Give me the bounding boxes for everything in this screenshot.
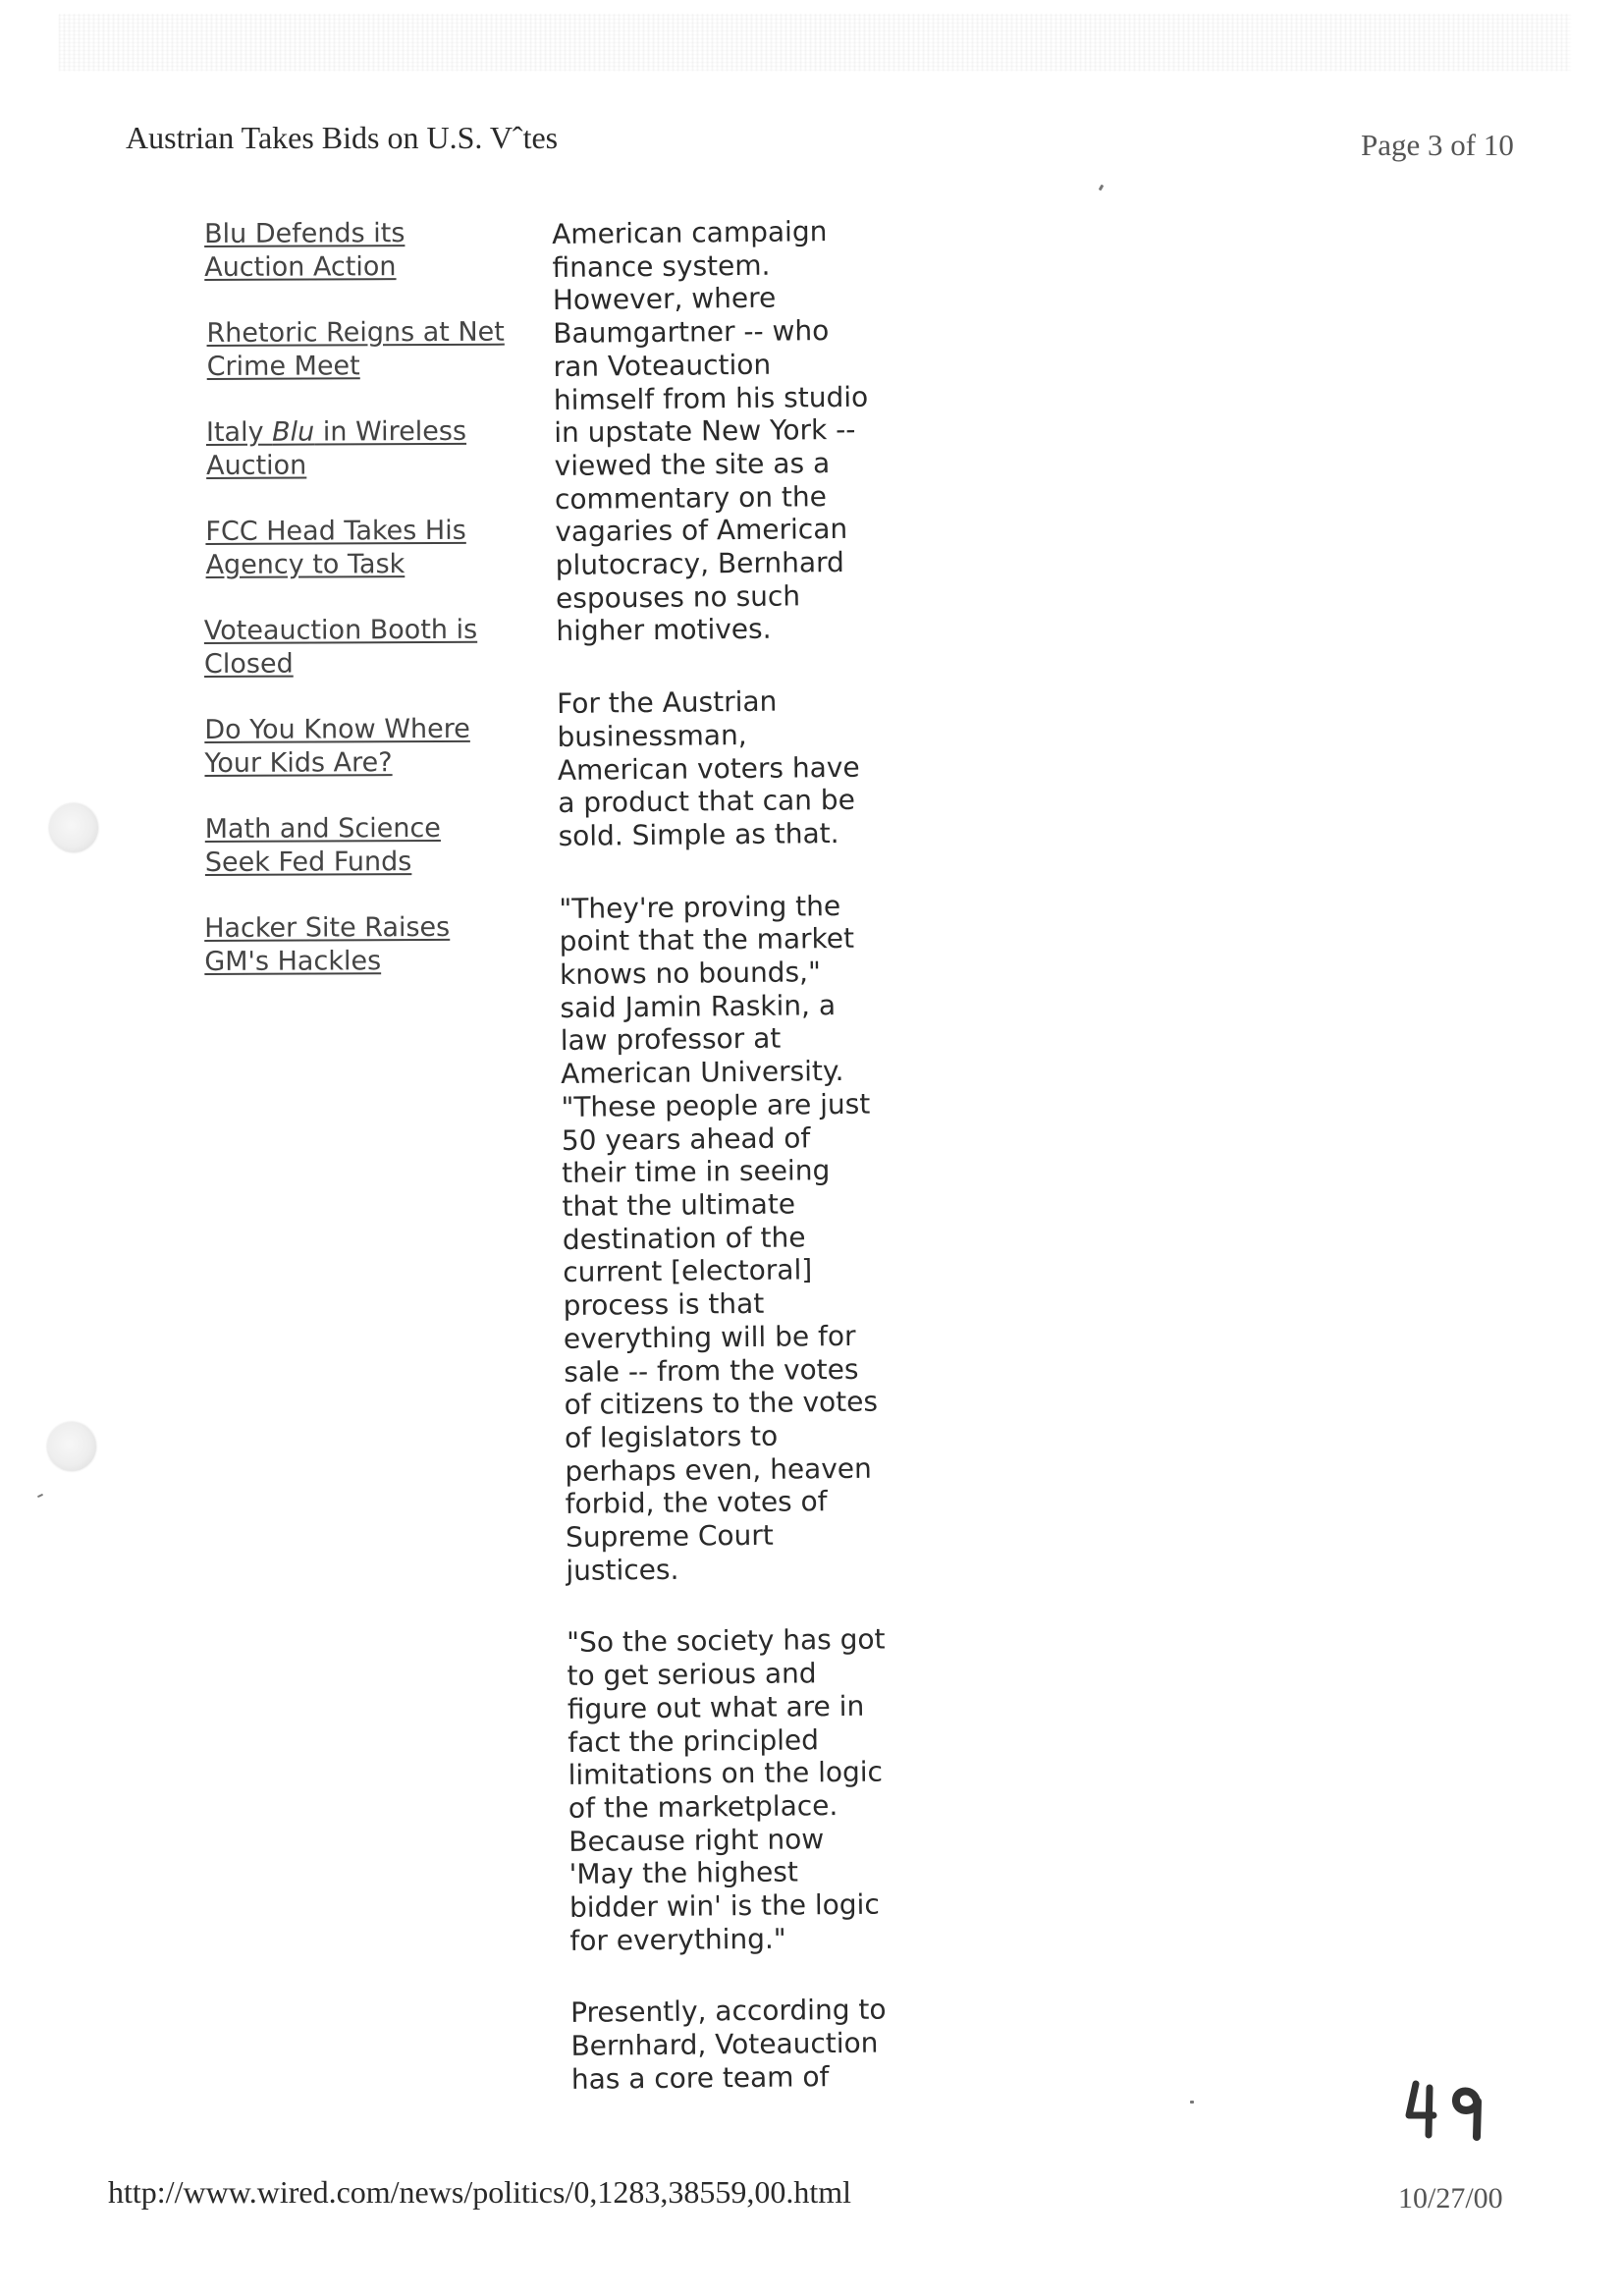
source-url: http://www.wired.com/news/politics/0,1283,38559,00.html	[108, 2174, 851, 2210]
related-link-blu-defends[interactable]: Blu Defends its Auction Action	[204, 218, 406, 283]
scan-speck	[1099, 185, 1105, 191]
related-link-rhetoric-reigns[interactable]: Rhetoric Reigns at Net Crime Meet	[206, 316, 505, 382]
print-date: 10/27/00	[1398, 2182, 1503, 2214]
related-link-voteauction-booth[interactable]: Voteauction Booth is Closed	[203, 614, 478, 681]
article-paragraph: Presently, according to Bernhard, Voteauction has a core team of	[569, 1993, 887, 2096]
related-link-hacker-site[interactable]: Hacker Site Raises GM's Hackles	[204, 911, 451, 978]
handwritten-page-number	[1402, 2078, 1500, 2147]
article-body	[552, 214, 925, 2135]
scan-noise-band	[59, 14, 1571, 71]
related-links-sidebar	[204, 217, 542, 1011]
scan-speck	[37, 1494, 43, 1498]
page-title: Austrian Takes Bids on U.S. Vˆtes	[126, 120, 559, 155]
related-link-italy-blu[interactable]: Italy Blu in Wireless Auction	[205, 415, 467, 481]
scan-speck	[1190, 2101, 1194, 2104]
page-indicator: Page 3 of 10	[1361, 128, 1514, 162]
related-link-math-science[interactable]: Math and Science Seek Fed Funds	[204, 812, 441, 879]
article-paragraph: "So the society has got to get serious and figure out what are in fact the principled limitations on the logic of the marketplace. Because right now 'May the highest bidder win' is the logic for everything."	[567, 1622, 886, 1957]
related-link-kids[interactable]: Do You Know Where Your Kids Are?	[204, 713, 470, 780]
article-paragraph: "They're proving the point that the market knows no bounds," said Jamin Raskin, a law professor at American University. "These people are just 50 years ahead of their time in seeing that the ultimate destination of the current [electoral] process is that everything will be for sale -- from the votes of citizens to the votes of legislators to perhaps even, heaven forbid, the votes of Supreme Court justices.	[559, 889, 879, 1587]
article-paragraph: American campaign finance system. However, where Baumgartner -- who ran Voteauction himself from his studio in upstate New York -- viewed the site as a commentary on the vagaries of American plutocracy, Bernhard espouses no such higher motives.	[552, 215, 869, 648]
article-paragraph: For the Austrian businessman, American voters have a product that can be sold. Simple as that.	[557, 684, 860, 852]
punch-hole-bottom	[47, 1422, 96, 1471]
punch-hole-top	[49, 803, 98, 852]
related-link-fcc-head[interactable]: FCC Head Takes His Agency to Task	[205, 515, 466, 580]
